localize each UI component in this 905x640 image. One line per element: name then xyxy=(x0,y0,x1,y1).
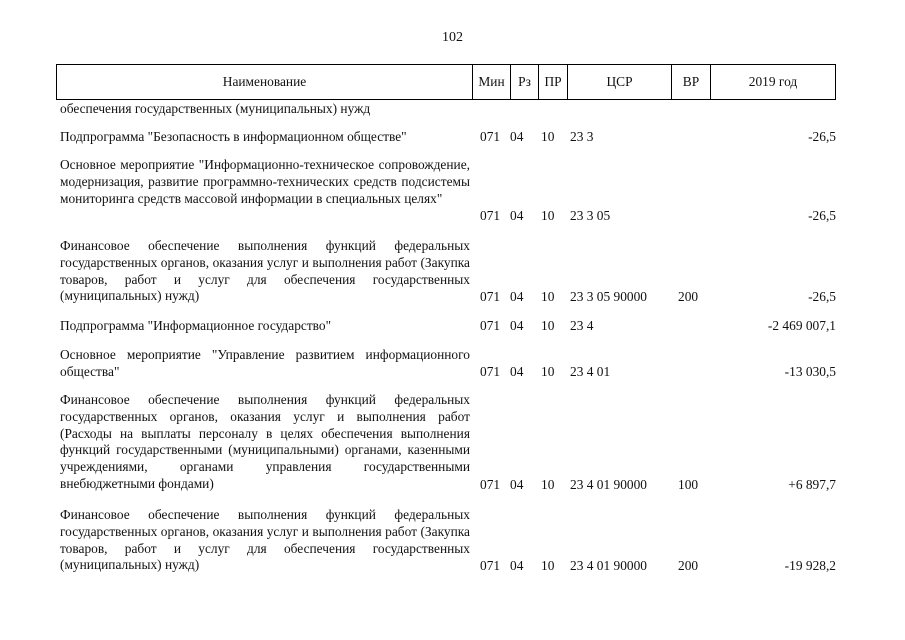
row-csr: 23 4 01 xyxy=(570,364,611,380)
table-header xyxy=(56,64,836,100)
row-csr: 23 3 xyxy=(570,129,594,145)
row-rz: 04 xyxy=(510,208,524,224)
row-rz: 04 xyxy=(510,129,524,145)
row-amount: -13 030,5 xyxy=(784,364,836,380)
row-amount: -2 469 007,1 xyxy=(767,318,836,334)
table-row xyxy=(0,238,905,306)
page-number: 102 xyxy=(442,30,463,45)
row-min: 071 xyxy=(480,289,501,305)
row-rz: 04 xyxy=(510,477,524,493)
row-pr: 10 xyxy=(541,208,555,224)
row-pr: 10 xyxy=(541,318,555,334)
row-csr: 23 3 05 xyxy=(570,208,611,224)
row-csr: 23 3 05 90000 xyxy=(570,289,647,305)
row-min: 071 xyxy=(480,129,501,145)
row-name: Подпрограмма "Безопасность в информационном обществе" xyxy=(60,129,407,144)
row-name: Финансовое обеспечение выполнения функций федеральных государственных органов, оказания услуг и выполнения работ (Закупка товаров, работ и услуг для обеспечения государственных (муниципальных) нужд) xyxy=(60,507,470,573)
row-pr: 10 xyxy=(541,129,555,145)
row-rz: 04 xyxy=(510,289,524,305)
row-pr: 10 xyxy=(541,289,555,305)
row-min: 071 xyxy=(480,558,501,574)
row-min: 071 xyxy=(480,364,501,380)
row-vr: 100 xyxy=(678,477,699,493)
row-rz: 04 xyxy=(510,558,524,574)
row-amount: +6 897,7 xyxy=(788,477,836,493)
row-csr: 23 4 01 90000 xyxy=(570,558,647,574)
table-row xyxy=(0,129,905,146)
row-pr: 10 xyxy=(541,558,555,574)
row-amount: -26,5 xyxy=(808,289,836,305)
table-row xyxy=(0,392,905,494)
row-pr: 10 xyxy=(541,364,555,380)
row-pr: 10 xyxy=(541,477,555,493)
header-name: Наименование xyxy=(222,74,307,89)
header-vr: ВР xyxy=(671,65,710,99)
row-name: Подпрограмма "Информационное государство" xyxy=(60,318,332,333)
row-amount: -26,5 xyxy=(808,129,836,145)
table-row xyxy=(0,101,905,118)
table-row xyxy=(0,157,905,225)
row-min: 071 xyxy=(480,318,501,334)
row-amount: -19 928,2 xyxy=(784,558,836,574)
table-row xyxy=(0,347,905,381)
row-amount: -26,5 xyxy=(808,208,836,224)
header-year: 2019 год xyxy=(710,65,835,99)
row-min: 071 xyxy=(480,477,501,493)
header-pr: ПР xyxy=(538,65,567,99)
row-rz: 04 xyxy=(510,318,524,334)
row-vr: 200 xyxy=(678,289,699,305)
row-vr: 200 xyxy=(678,558,699,574)
row-name: Основное мероприятие "Информационно-техническое сопровождение, модернизация, развитие программно-технических средств подсистемы мониторинга средств массовой информации в специальных целях" xyxy=(60,157,470,206)
table-row xyxy=(0,318,905,335)
row-csr: 23 4 xyxy=(570,318,594,334)
row-name: обеспечения государственных (муниципальных) нужд xyxy=(60,101,371,116)
header-csr: ЦСР xyxy=(567,65,671,99)
row-min: 071 xyxy=(480,208,501,224)
row-name: Основное мероприятие "Управление развитием информационного общества" xyxy=(60,347,470,379)
table-row xyxy=(0,507,905,575)
row-csr: 23 4 01 90000 xyxy=(570,477,647,493)
header-min: Мин xyxy=(472,65,510,99)
row-name: Финансовое обеспечение выполнения функций федеральных государственных органов, оказания услуг и выполнения работ (Закупка товаров, работ и услуг для обеспечения государственных (муниципальных) нужд) xyxy=(60,238,470,304)
row-name: Финансовое обеспечение выполнения функций федеральных государственных органов, оказания услуг и выполнения работ (Расходы на выплаты персоналу в целях обеспечения выполнения функций государственными (муниципальными) органами, казенными учреждениями, органами управления государственными внебюджетными фондами) xyxy=(60,392,470,491)
header-rz: Рз xyxy=(510,65,538,99)
row-rz: 04 xyxy=(510,364,524,380)
